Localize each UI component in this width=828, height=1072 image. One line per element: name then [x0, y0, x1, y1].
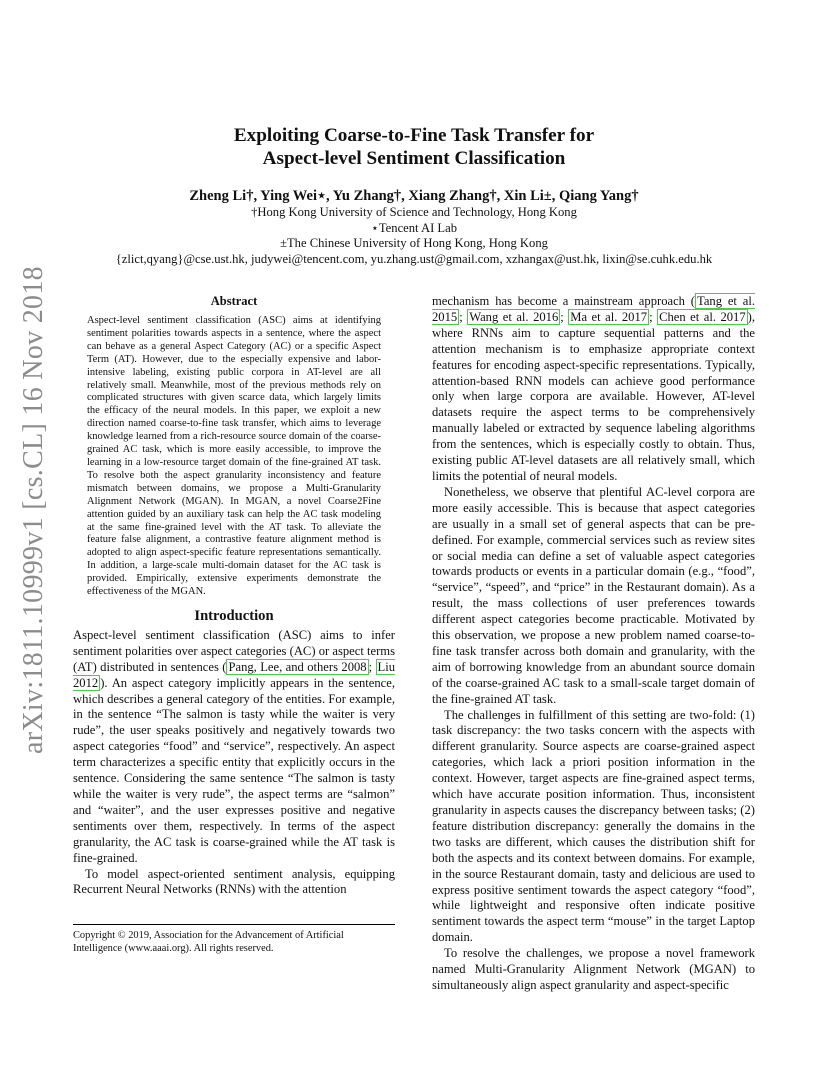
citation-separator-1: ;	[459, 309, 468, 324]
introduction-heading: Introduction	[194, 607, 274, 624]
paper-title	[80, 124, 748, 170]
left-column	[73, 294, 395, 898]
title-line-1: Exploiting Coarse-to-Fine Task Transfer for	[233, 125, 595, 146]
citation-liu-2012[interactable]: Liu 2012	[73, 659, 395, 690]
affiliation-hkust: †Hong Kong University of Science and Technology, Hong Kong	[251, 205, 577, 219]
right-paragraph-3: The challenges in fulfillment of this setting are two-fold: (1) task discrepancy: the two tasks concern with the aspects with different granularity. Source aspects are coarse-grained aspect categories, which lack a priori position information in the context. However, target aspects are fine-grained aspect terms, which have accurate position information. Thus, inconsistent granularity in aspects causes the discrepancy between tasks; (2) feature distribution discrepancy: generally the domains in the two tasks are different, which causes the distribution shift for both the aspects and its context between domains. For example, in the source Restaurant domain, tasty and delicious are used to express positive sentiment towards the aspect category “food”, while lightweight and responsive often indicate positive sentiment towards the aspect term “mouse” in the target Laptop domain.	[432, 707, 755, 945]
title-line-2: Aspect-level Sentiment Classification	[262, 148, 566, 169]
intro-paragraph-1	[73, 628, 395, 867]
affiliation-cuhk: ±The Chinese University of Hong Kong, Hong Kong	[280, 236, 548, 251]
citation-pang-2008[interactable]: Pang, Lee, and others 2008	[228, 659, 367, 674]
right-p1-text-b: ), where RNNs aim to capture sequential patterns and the attention mechanism is to emphasize appropriate context features for encoding aspect-specific representations. Typically, attention-based RNN models can achieve good performance only when large corpora are available. However, AT-level datasets require the aspect terms to be comprehensively manually labeled or extracted by sequence labeling algorithms from the sentences, which is especially costly to obtain. Thus, existing public AT-level datasets are all relatively small, which limits the potential of neural models.	[432, 309, 755, 483]
citation-ma-2017[interactable]: Ma et al. 2017	[570, 309, 648, 324]
right-paragraph-2: Nonetheless, we observe that plentiful AC-level corpora are more easily accessible. This is because that aspect categories are usually in a small set of general aspects that can be pre-defined. For example, commercial services such as review sites or social media can define a set of valuable aspect categories towards products or events in a particular domain (e.g., “food”, “service”, “speed”, and “price” in the Restaurant domain). As a result, the mass collections of user preferences towards different aspect categories become practicable. Motivated by this observation, we propose a new problem named coarse-to-fine task transfer across both domain and granularity, with the aim of borrowing knowledge from an abundant source domain of the coarse-grained AC task to a small-scale target domain of the fine-grained AT task.	[432, 484, 755, 706]
paper-header	[80, 124, 748, 267]
citation-tang-2015[interactable]: Tang et al. 2015	[432, 294, 755, 324]
citation-separator-3: ;	[649, 309, 658, 324]
abstract-text: Aspect-level sentiment classification (ASC) aims at identifying sentiment polarities towards aspects in a sentence, where the aspect can behave as a general Aspect Category (AC) or a specific Aspect Term (AT). However, due to the especially expensive and labor-intensive labeling, existing public corpora in AT-level are all relatively small. Meanwhile, most of the previous methods rely on complicated structures with given scarce data, which largely limits the efficacy of the neural models. In this paper, we exploit a new direction named coarse-to-fine task transfer, which aims to leverage knowledge learned from a rich-resource source domain of the coarse-grained AC task, which is more easily accessible, to improve the learning in a low-resource target domain of the fine-grained AT task. To resolve both the aspect granularity inconsistency and feature mismatch between domains, we propose a Multi-Granularity Alignment Network (MGAN). In MGAN, a novel Coarse2Fine attention guided by an auxiliary task can help the AC task modeling at the same fine-grained level with the AT task. To alleviate the feature false alignment, a contrastive feature alignment method is adopted to align aspect-specific feature representations semantically. In addition, a large-scale multi-domain dataset for the AC task is provided. Empirically, extensive experiments demonstrate the effectiveness of the MGAN.	[87, 315, 381, 598]
arxiv-sidebar	[14, 240, 54, 780]
intro-p1-text-b: ;	[368, 659, 376, 674]
citation-chen-2017[interactable]: Chen et al. 2017	[659, 309, 746, 324]
citation-wang-2016[interactable]: Wang et al. 2016	[469, 309, 559, 324]
author-emails: {zlict,qyang}@cse.ust.hk, judywei@tencent.com, yu.zhang.ust@gmail.com, xzhangax@ust.hk, lixin@se.cuhk.edu.hk	[115, 251, 713, 266]
abstract-heading: Abstract	[210, 294, 258, 308]
copyright-notice: Copyright © 2019, Association for the Advancement of Artificial Intelligence (www.aaai.org). All rights reserved.	[73, 924, 395, 955]
intro-p1-text-c: ). An aspect category implicitly appears in the sentence, which describes a general category of the entities. For example, in the sentence “The salmon is tasty while the waiter is very rude”, the user speaks positively and negatively towards two aspect categories “food” and “service”, respectively. An aspect term characterizes a specific entity that explicitly occurs in the sentence. Considering the same sentence “The salmon is tasty while the waiter is very rude”, the aspect terms are “salmon” and “waiter”, and the user expresses positive and negative sentiments over them, respectively. In terms of the aspect granularity, the AC task is coarse-grained while the AT task is fine-grained.	[73, 675, 395, 865]
right-p1-text-a: mechanism has become a mainstream approach (	[432, 294, 695, 308]
author-list: Zheng Li†, Ying Wei⋆, Yu Zhang†, Xiang Zhang†, Xin Li±, Qiang Yang†	[189, 188, 639, 204]
affiliation-tencent: ⋆Tencent AI Lab	[370, 220, 458, 235]
right-column	[432, 294, 755, 994]
intro-paragraph-2: To model aspect-oriented sentiment analysis, equipping Recurrent Neural Networks (RNNs) with the attention	[73, 866, 395, 897]
intro-p1-text-a: Aspect-level sentiment classification (ASC) aims to infer sentiment polarities over aspect categories (AC) or aspect terms (AT) distributed in sentences (	[73, 627, 395, 674]
arxiv-identifier: arXiv:1811.10999v1 [cs.CL] 16 Nov 2018	[18, 266, 49, 754]
citation-separator-2: ;	[560, 309, 569, 324]
right-paragraph-4: To resolve the challenges, we propose a novel framework named Multi-Granularity Alignment Network (MGAN) to simultaneously align aspect granularity and aspect-specific	[432, 946, 755, 992]
right-paragraph-1	[432, 294, 755, 485]
